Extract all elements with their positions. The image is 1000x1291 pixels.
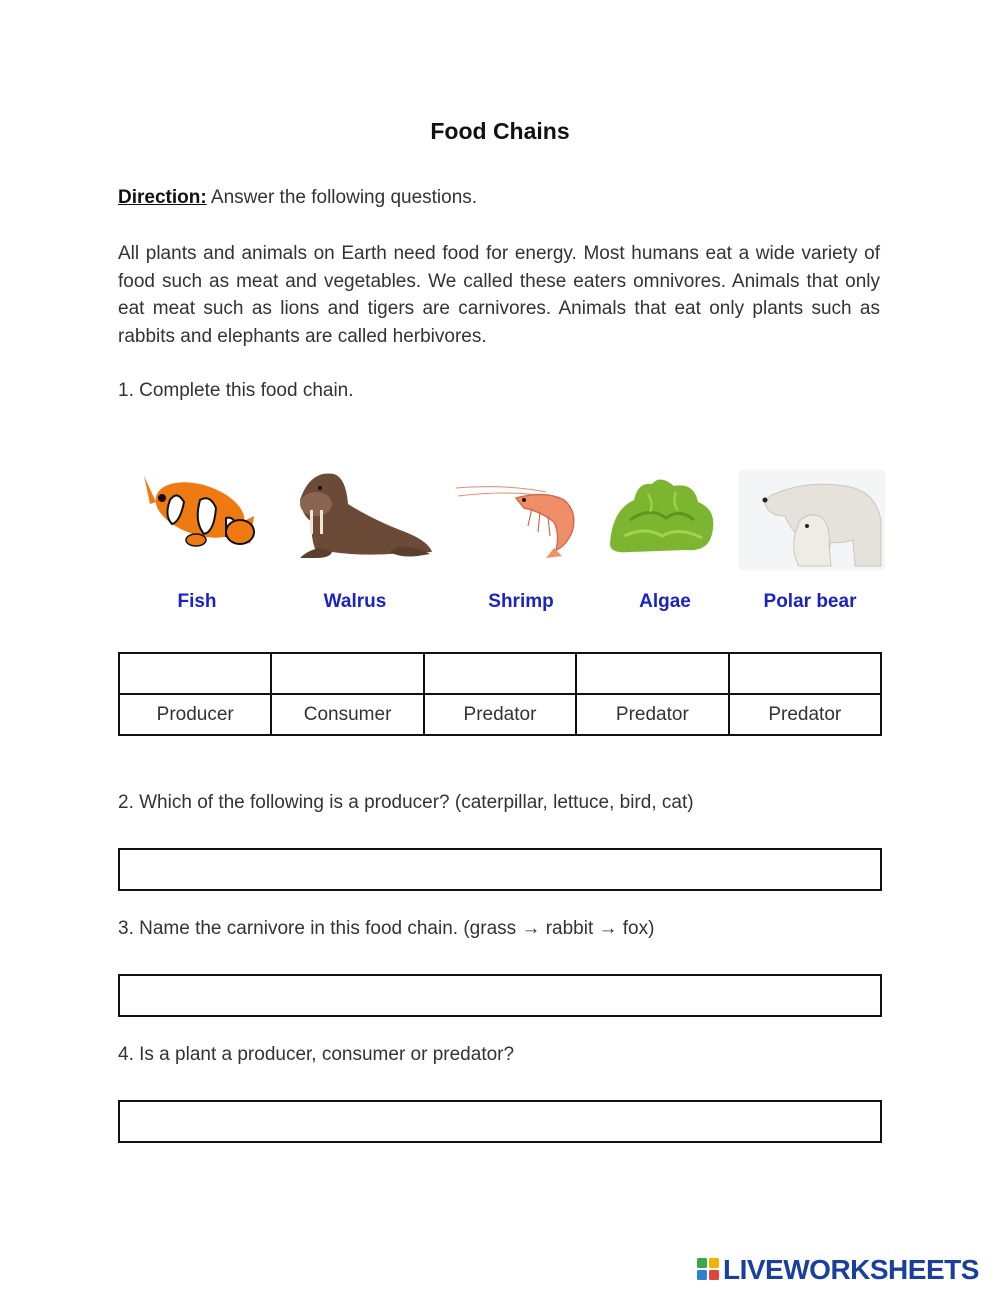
answer-box-3[interactable] (118, 974, 882, 1017)
direction-label: Direction: (118, 187, 207, 208)
brand-text: LIVEWORKSHEETS (723, 1254, 979, 1285)
chain-answer-cell-5[interactable] (729, 653, 881, 694)
direction-line (118, 187, 477, 209)
role-row (119, 694, 881, 735)
animal-fish (122, 460, 272, 620)
chain-answer-cell-3[interactable] (424, 653, 576, 694)
question-1: 1. Complete this food chain. (118, 380, 354, 401)
animal-label-walrus: Walrus (323, 591, 387, 612)
clownfish-icon (122, 460, 272, 580)
answer-row (119, 653, 881, 694)
walrus-icon (280, 460, 440, 580)
answer-box-2[interactable] (118, 848, 882, 891)
animal-label-algae: Algae (639, 591, 691, 612)
role-cell-3: Predator (424, 694, 576, 735)
intro-paragraph: All plants and animals on Earth need food for energy. Most humans eat a wide variety of food such as meat and vegetables. We called these eaters omnivores. Animals that only eat meat such as lions and tigers are carnivores. Animals that eat only plants such as rabbits and elephants are called herbivores. (118, 243, 880, 347)
role-cell-1: Producer (119, 694, 271, 735)
chain-answer-cell-1[interactable] (119, 653, 271, 694)
shrimp-icon (446, 460, 596, 580)
animal-label-polar-bear: Polar bear (763, 591, 857, 612)
answer-box-4[interactable] (118, 1100, 882, 1143)
animal-polar-bear (735, 460, 885, 620)
role-cell-2: Consumer (271, 694, 423, 735)
animal-shrimp (446, 460, 596, 620)
page-title: Food Chains (430, 118, 570, 144)
animal-label-fish: Fish (177, 591, 217, 612)
animal-label-shrimp: Shrimp (488, 591, 554, 612)
animal-algae (590, 460, 740, 620)
animal-walrus (280, 460, 430, 620)
question-2: 2. Which of the following is a producer? (caterpillar, lettuce, bird, cat) (118, 792, 694, 813)
liveworksheets-logo-icon (697, 1258, 719, 1280)
question-4: 4. Is a plant a producer, consumer or predator? (118, 1044, 515, 1065)
role-cell-4: Predator (576, 694, 728, 735)
question-3: 3. Name the carnivore in this food chain. (grass → rabbit → fox) (118, 918, 655, 939)
direction-text: Answer the following questions. (206, 187, 478, 208)
algae-icon (590, 460, 740, 580)
chain-answer-cell-4[interactable] (576, 653, 728, 694)
role-cell-5: Predator (729, 694, 881, 735)
food-chain-table (118, 652, 882, 736)
animal-row (118, 460, 888, 630)
chain-answer-cell-2[interactable] (271, 653, 423, 694)
polar-bear-icon (735, 460, 885, 580)
